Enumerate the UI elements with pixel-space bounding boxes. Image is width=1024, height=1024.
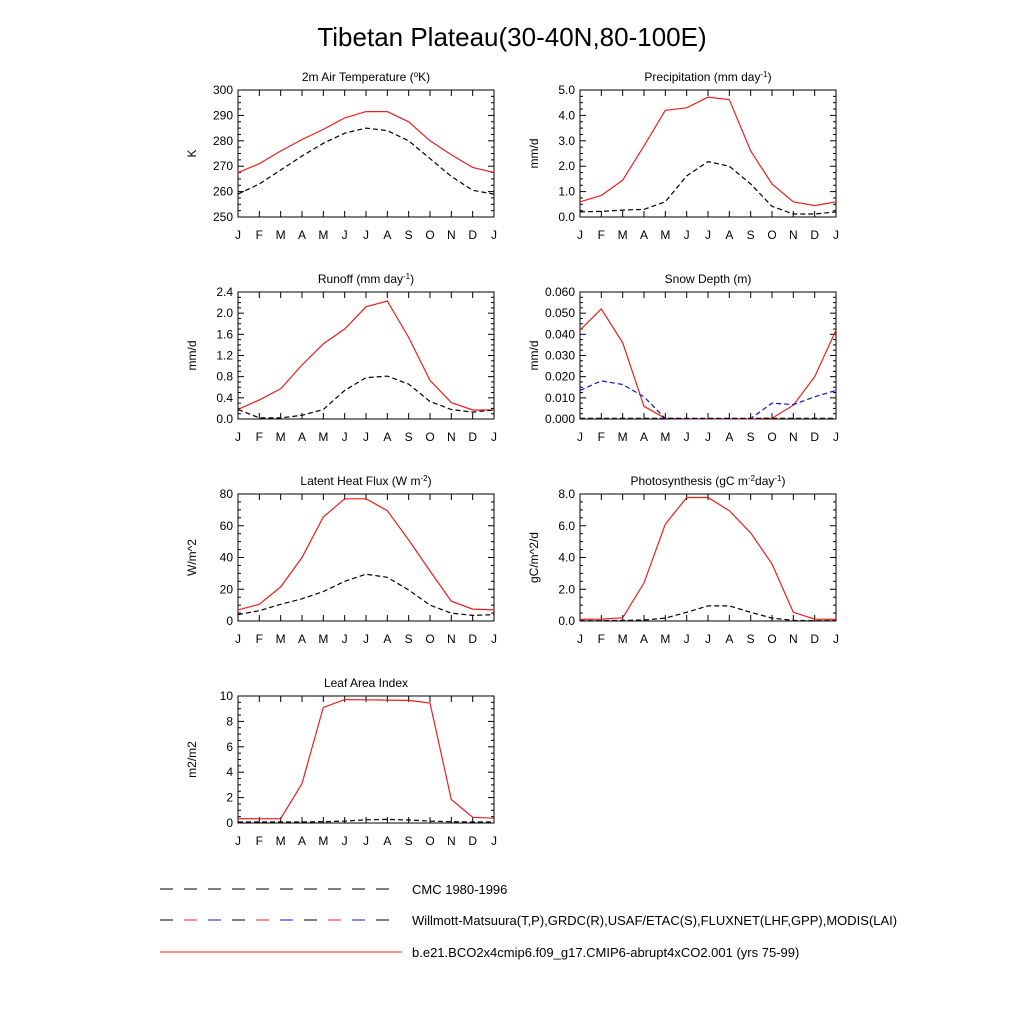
chart-panel-3	[185, 272, 497, 445]
series-line-model	[238, 700, 494, 819]
y-tick-label: 0.040	[544, 327, 575, 342]
x-tick-label: N	[788, 228, 798, 242]
y-tick-label: 8.0	[558, 487, 575, 501]
panel-title-part: Snow Depth (m)	[664, 272, 752, 286]
series-line-model	[238, 112, 494, 173]
y-tick-label: 0.050	[544, 306, 575, 321]
y-tick-label: 250	[212, 210, 233, 224]
x-tick-label: J	[235, 632, 241, 646]
x-tick-label: F	[597, 632, 606, 646]
y-tick-label: 40	[219, 550, 233, 565]
x-tick-label: F	[255, 632, 264, 646]
x-tick-label: J	[491, 228, 497, 242]
x-tick-label: N	[446, 632, 456, 646]
x-tick-label: F	[597, 228, 606, 242]
x-tick-label: A	[297, 430, 307, 444]
x-tick-label: A	[383, 430, 392, 444]
x-tick-label: D	[468, 430, 478, 444]
panel-title-part: Runoff (mm day	[317, 272, 404, 286]
chart-panel-5	[185, 474, 497, 647]
y-tick-label: 6.0	[558, 518, 575, 533]
chart-panel-2	[527, 70, 839, 243]
y-tick-label: 3.0	[558, 133, 575, 148]
y-tick-label: 0	[226, 816, 233, 830]
series-line-obs	[238, 376, 494, 418]
panel-title-part: )	[767, 70, 772, 84]
y-tick-label: 8	[226, 714, 233, 729]
y-tick-label: 0.0	[558, 210, 575, 224]
panel-title-part: 2m Air Temperature (	[301, 70, 414, 84]
panel-title	[300, 474, 431, 489]
panel-title	[318, 272, 414, 287]
y-tick-label: 2.0	[558, 582, 575, 597]
panel-title-part: )	[781, 474, 786, 488]
y-tick-label: 0.0	[558, 614, 575, 628]
x-tick-label: M	[617, 228, 628, 242]
x-tick-label: M	[275, 430, 286, 444]
x-tick-label: D	[810, 228, 820, 242]
y-tick-label: 4	[226, 765, 233, 780]
y-tick-label: 0.8	[216, 369, 233, 384]
x-tick-label: J	[235, 228, 241, 242]
x-tick-label: J	[705, 228, 711, 242]
x-tick-label: A	[383, 228, 392, 242]
x-tick-label: A	[725, 430, 734, 444]
x-tick-label: O	[425, 228, 435, 242]
y-tick-label: 0.0	[216, 412, 233, 426]
x-tick-label: S	[404, 430, 413, 444]
panel-title-part: Precipitation (mm day	[644, 70, 761, 84]
legend-label: Willmott-Matsuura(T,P),GRDC(R),USAF/ETAC(S),FLUXNET(LHF,GPP),MODIS(LAI)	[412, 913, 898, 928]
x-tick-label: M	[617, 632, 628, 646]
x-tick-label: M	[318, 632, 329, 646]
x-tick-label: J	[577, 632, 583, 646]
x-tick-label: D	[810, 632, 820, 646]
x-tick-label: S	[404, 228, 413, 242]
x-tick-label: A	[297, 228, 307, 242]
chart-panel-6	[527, 474, 839, 647]
x-tick-label: D	[810, 430, 820, 444]
legend-label: CMC 1980-1996	[412, 882, 508, 897]
x-tick-label: N	[446, 834, 456, 848]
panel-title-part: )	[427, 474, 432, 488]
x-tick-label: J	[705, 430, 711, 444]
panel-title-sup: -1	[403, 271, 411, 281]
panel-title	[324, 676, 408, 690]
x-tick-label: J	[833, 430, 839, 444]
plot-frame	[580, 494, 836, 621]
x-tick-label: M	[318, 430, 329, 444]
y-tick-label: 0.000	[544, 412, 575, 426]
x-tick-label: D	[468, 228, 478, 242]
x-tick-label: M	[617, 430, 628, 444]
y-tick-label: 4.0	[558, 550, 575, 565]
y-axis-label: gC/m^2/d	[527, 532, 541, 583]
panel-title-sup: -1	[774, 473, 782, 483]
chart-panel-1	[185, 70, 497, 243]
panel-title-sup: o	[413, 69, 419, 79]
x-tick-label: J	[363, 228, 369, 242]
x-tick-label: A	[639, 228, 649, 242]
y-tick-label: 0.010	[544, 390, 575, 405]
plot-frame	[238, 494, 494, 621]
figure-title: Tibetan Plateau(30-40N,80-100E)	[317, 22, 707, 52]
chart-panel-7	[185, 676, 497, 848]
chart-panel-4	[527, 272, 839, 444]
y-axis-label: W/m^2	[185, 539, 199, 576]
y-axis-label: mm/d	[185, 340, 199, 371]
x-tick-label: O	[767, 430, 777, 444]
x-tick-label: J	[491, 632, 497, 646]
x-tick-label: O	[767, 228, 777, 242]
plot-frame	[580, 90, 836, 217]
x-tick-label: O	[425, 834, 435, 848]
y-tick-label: 2.4	[216, 285, 233, 299]
x-tick-label: M	[660, 228, 671, 242]
legend-label: b.e21.BCO2x4cmip6.f09_g17.CMIP6-abrupt4xCO2.001 (yrs 75-99)	[412, 945, 800, 960]
x-tick-label: M	[318, 834, 329, 848]
x-tick-label: M	[275, 632, 286, 646]
y-tick-label: 0.020	[544, 369, 575, 384]
x-tick-label: J	[341, 228, 348, 242]
x-tick-label: O	[425, 632, 435, 646]
panel-title-part: Photosynthesis (gC m	[630, 474, 748, 488]
x-tick-label: F	[255, 430, 264, 444]
x-tick-label: A	[297, 834, 307, 848]
y-tick-label: 80	[219, 487, 233, 501]
x-tick-label: J	[341, 632, 348, 646]
y-tick-label: 0.030	[544, 348, 575, 363]
plot-frame	[238, 292, 494, 419]
panel-title	[631, 474, 786, 489]
x-tick-label: S	[746, 632, 755, 646]
x-tick-label: J	[341, 430, 348, 444]
y-tick-label: 2.0	[558, 159, 575, 174]
x-tick-label: J	[833, 228, 839, 242]
series-line-model	[238, 301, 494, 410]
series-line-obs	[238, 574, 494, 615]
x-tick-label: A	[383, 834, 392, 848]
x-tick-label: D	[468, 834, 478, 848]
series-line-obs	[580, 162, 836, 214]
x-tick-label: O	[767, 632, 777, 646]
x-tick-label: J	[683, 632, 690, 646]
series-line-model	[580, 97, 836, 206]
panel-title-part: Leaf Area Index	[323, 676, 409, 690]
x-tick-label: J	[235, 430, 241, 444]
x-tick-label: J	[833, 632, 839, 646]
y-axis-label: mm/d	[527, 340, 541, 371]
x-tick-label: J	[363, 632, 369, 646]
y-tick-label: 0	[226, 614, 233, 628]
y-tick-label: 0.060	[544, 285, 575, 299]
series-line-obs	[238, 128, 494, 194]
panels	[185, 70, 839, 849]
y-tick-label: 6	[226, 739, 233, 754]
x-tick-label: N	[788, 430, 798, 444]
x-tick-label: S	[404, 632, 413, 646]
x-tick-label: J	[705, 632, 711, 646]
x-tick-label: J	[683, 228, 690, 242]
y-tick-label: 0.4	[216, 390, 233, 405]
x-tick-label: O	[425, 430, 435, 444]
x-tick-label: S	[746, 228, 755, 242]
x-tick-label: J	[235, 834, 241, 848]
panel-title	[644, 70, 771, 85]
legend-entry-2	[160, 913, 897, 928]
y-tick-label: 300	[212, 83, 233, 97]
x-tick-label: J	[577, 228, 583, 242]
x-tick-label: N	[788, 632, 798, 646]
x-tick-label: J	[577, 430, 583, 444]
x-tick-label: J	[363, 834, 369, 848]
x-tick-label: M	[318, 228, 329, 242]
y-axis-label: K	[185, 149, 199, 158]
y-tick-label: 2	[226, 790, 233, 805]
panel-title	[665, 272, 752, 286]
y-tick-label: 10	[219, 689, 233, 703]
x-tick-label: N	[446, 430, 456, 444]
legend	[160, 882, 897, 960]
y-tick-label: 4.0	[558, 108, 575, 123]
x-tick-label: A	[639, 430, 649, 444]
x-tick-label: A	[725, 228, 734, 242]
x-tick-label: J	[683, 430, 690, 444]
panel-title-sup: -1	[760, 69, 768, 79]
y-tick-label: 60	[219, 518, 233, 533]
legend-entry-1	[160, 882, 507, 897]
y-tick-label: 2.0	[216, 306, 233, 321]
x-tick-label: N	[446, 228, 456, 242]
x-tick-label: M	[660, 430, 671, 444]
y-tick-label: 1.2	[216, 348, 233, 363]
series-line-model	[580, 498, 836, 620]
x-tick-label: S	[746, 430, 755, 444]
y-tick-label: 260	[212, 184, 233, 199]
y-axis-label: m2/m2	[185, 741, 199, 778]
y-tick-label: 1.0	[558, 184, 575, 199]
x-tick-label: J	[491, 430, 497, 444]
panel-title-sup: -2	[747, 473, 756, 483]
panel-title-part: Latent Heat Flux (W m	[300, 474, 421, 488]
panel-title-part: day	[755, 474, 775, 488]
x-tick-label: A	[383, 632, 392, 646]
series-line-model	[238, 499, 494, 610]
x-tick-label: D	[468, 632, 478, 646]
series-line-model	[580, 309, 836, 419]
x-tick-label: J	[341, 834, 348, 848]
x-tick-label: S	[404, 834, 413, 848]
y-tick-label: 270	[212, 159, 233, 174]
y-tick-label: 280	[212, 133, 233, 148]
y-axis-label: mm/d	[527, 138, 541, 169]
x-tick-label: F	[255, 834, 264, 848]
x-tick-label: M	[275, 228, 286, 242]
y-tick-label: 290	[212, 108, 233, 123]
x-tick-label: A	[639, 632, 649, 646]
x-tick-label: M	[660, 632, 671, 646]
y-tick-label: 5.0	[558, 83, 575, 97]
x-tick-label: A	[297, 632, 307, 646]
y-tick-label: 1.6	[216, 327, 233, 342]
x-tick-label: F	[597, 430, 606, 444]
x-tick-label: F	[255, 228, 264, 242]
legend-entry-3	[160, 945, 799, 960]
panel-title-sup: -2	[420, 473, 428, 483]
panel-title-part: )	[410, 272, 415, 286]
x-tick-label: M	[275, 834, 286, 848]
x-tick-label: J	[491, 834, 497, 848]
y-tick-label: 20	[219, 582, 233, 597]
panel-title-part: K)	[418, 70, 431, 84]
x-tick-label: A	[725, 632, 734, 646]
plot-frame	[238, 696, 494, 823]
panel-title	[302, 70, 430, 85]
x-tick-label: J	[363, 430, 369, 444]
